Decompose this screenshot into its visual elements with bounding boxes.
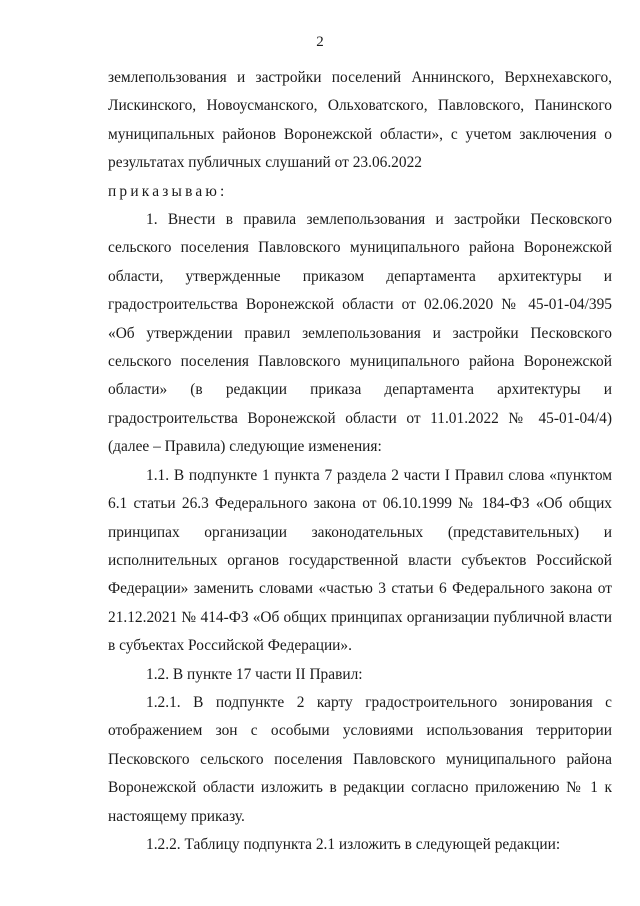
page-number: 2 xyxy=(316,34,324,50)
paragraph-item-1-2-1: 1.2.1. В подпункте 2 карту градостроительного зонирования с отображением зон с особыми условиями использования территории Песковского сельского поселения Павловского муниципального района Воронежской области изложить в редакции согласно приложению № 1 к настоящему приказу. xyxy=(108,693,612,825)
paragraph-order-word: приказываю: xyxy=(108,182,228,200)
paragraph-item-1-2-2: 1.2.2. Таблицу подпункта 2.1 изложить в следующей редакции: xyxy=(146,835,561,853)
paragraph-item-1-1: 1.1. В подпункте 1 пункта 7 раздела 2 части I Правил слова «пунктом 6.1 статьи 26.3 Федерального закона от 06.10.1999 № 184-ФЗ «Об общих принципах организации законодательных (представительных) и исполнительных органов государственной власти субъектов Российской Федерации» заменить словами «частью 3 статьи 6 Федерального закона от 21.12.2021 № 414-ФЗ «Об общих принципах организации публичной власти в субъектах Российской Федерации». xyxy=(108,466,612,655)
document-body xyxy=(108,64,612,859)
paragraph-item-1-2: 1.2. В пункте 17 части II Правил: xyxy=(146,665,363,683)
paragraph-intro-continuation: землепользования и застройки поселений Аннинского, Верхнехавского, Лискинского, Новоусманского, Ольховатского, Павловского, Панинского муниципальных районов Воронежской области», с учетом заключения о результатах публичных слушаний от 23.06.2022 xyxy=(108,69,612,172)
paragraph-item-1: 1. Внести в правила землепользования и застройки Песковского сельского поселения Павловского муниципального района Воронежской области, утвержденные приказом департамента архитектуры и градостроительства Воронежской области от 02.06.2020 № 45-01-04/395 «Об утверждении правил землепользования и застройки Песковского сельского поселения Павловского муниципального района Воронежской области» (в редакции приказа департамента архитектуры и градостроительства Воронежской области от 11.01.2022 № 45-01-04/4) (далее – Правила) следующие изменения: xyxy=(108,211,612,456)
